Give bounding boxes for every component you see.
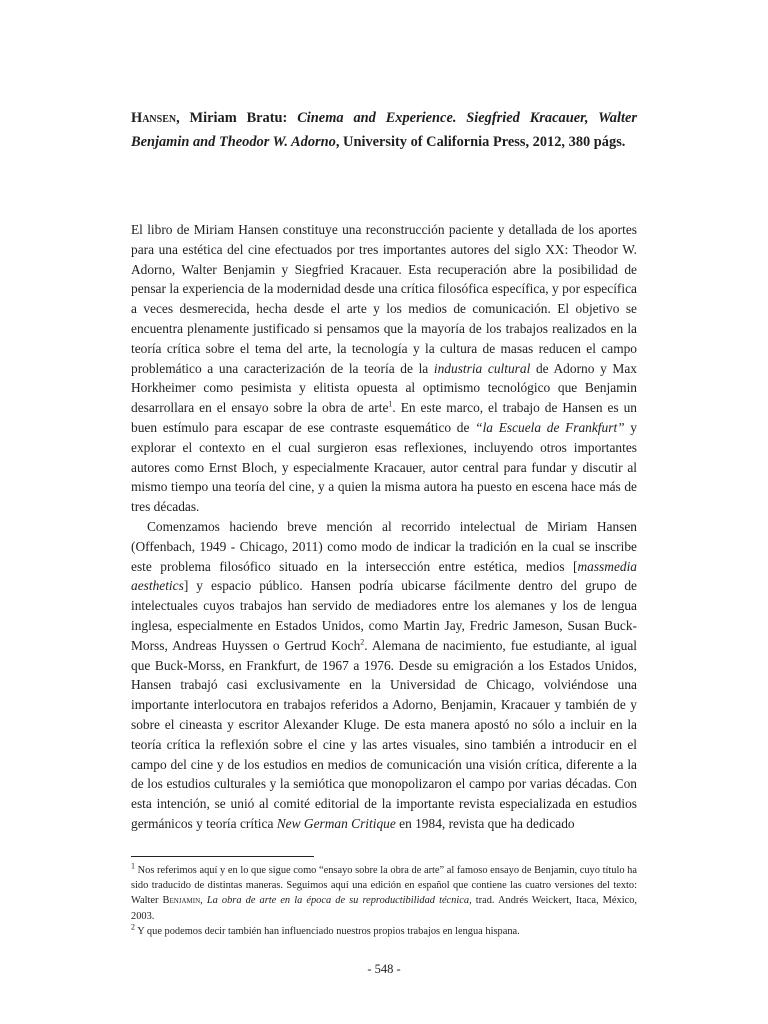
footnote-divider bbox=[131, 856, 314, 857]
paragraph-2-text-d: en 1984, revista que ha dedicado bbox=[395, 815, 575, 831]
paragraph-2 bbox=[131, 517, 637, 834]
review-body bbox=[131, 220, 637, 834]
book-title: Cinema and Experience. Siegfried Kracauer, Walter Benjamin and Theodor W. Adorno bbox=[131, 110, 637, 150]
paragraph-2-text-b: ] y espacio público. Hansen podría ubicarse fácilmente dentro del grupo de intelectuales cuyos trabajos han servido de mediadores entre los alemanes y los de lengua inglesa, especialmente en Estados Unidos, como Martin Jay, Fredric Jameson, Susan Buck-Morss, Andreas Huyssen o Gertrud Koch bbox=[131, 578, 637, 653]
footnote-1-title: La obra de arte en la época de su reproductibilidad técnica bbox=[206, 895, 470, 907]
review-header bbox=[131, 107, 637, 154]
author-given-names: , Miriam Bratu: bbox=[176, 110, 298, 126]
footnote-1 bbox=[131, 863, 637, 924]
page-number: - 548 - bbox=[367, 962, 401, 976]
footnote-2 bbox=[131, 924, 637, 939]
author-surname: Hansen bbox=[131, 110, 177, 126]
footnote-2-text: Y que podemos decir también han influenciado nuestros propios trabajos en lengua hispana. bbox=[135, 925, 520, 937]
paragraph-1-text-a: El libro de Miriam Hansen constituye una reconstrucción paciente y detallada de los aportes para una estética del cine efectuados por tres importantes autores del siglo XX: Theodor W. Adorno, Walter Benjamin y Siegfried Kracauer. Esta recuperación abre la posibilidad de pensar la experiencia de la modernidad desde una crítica filosófica específica, y por específica a veces desmerecida, hecha desde el arte y los medios de comunicación. El objetivo se encuentra plenamente justificado si pensamos que la mayoría de los trabajos realizados en la teoría crítica sobre el tema del arte, la tecnología y la cultura de masas reducen el campo problemático a una caracterización de la teoría de la bbox=[131, 222, 637, 376]
paragraph-1-text-c: . En este marco, el trabajo de Hansen es un buen estímulo para escapar de ese contraste esquemático de bbox=[131, 400, 637, 435]
footnote-ref-1[interactable]: 1 bbox=[388, 399, 393, 409]
footnote-1-text-a: Nos referimos aquí y en lo que sigue como “ensayo sobre la obra de arte” al famoso ensayo de Benjamin, cuyo título ha sido traducido de distintas maneras. Seguimos aquí una edición en español que contiene las cuatro versiones del texto: Walter bbox=[131, 865, 637, 907]
paragraph-1-text-b: de Adorno y Max Horkheimer como pesimista y elitista opuesta al optimismo tecnológico que Benjamin desarrollara en el ensayo sobre la obra de arte bbox=[131, 360, 637, 416]
paragraph-1-text-d: y explorar el contexto en el cual surgieron esas reflexiones, incluyendo otros importantes autores como Ernst Bloch, y especialmente Kracauer, autor central para fundar y discutir al mismo tiempo una teoría del cine, y a quien la misma autora ha puesto en escena hace más de tres décadas. bbox=[131, 419, 637, 515]
paragraph-2-text-a: Comenzamos haciendo breve mención al recorrido intelectual de Miriam Hansen (Offenbach, 1949 - Chicago, 2011) como modo de indicar la tradición en la cual se inscribe este problema filosófico situado en la intersección entre estética, medios [ bbox=[131, 518, 637, 574]
paragraph-1 bbox=[131, 220, 637, 517]
footnotes bbox=[131, 863, 637, 939]
footnote-1-text-b: , bbox=[200, 895, 207, 907]
paragraph-1-emphasis-a: industria cultural bbox=[433, 360, 531, 376]
footnote-ref-2[interactable]: 2 bbox=[360, 637, 365, 647]
paragraph-2-emphasis-a: massmedia aesthetics bbox=[131, 558, 637, 594]
paragraph-2-emphasis-b: New German Critique bbox=[276, 815, 396, 831]
footnote-1-author: Benjamin bbox=[162, 895, 201, 907]
footnote-1-number: 1 bbox=[131, 861, 135, 871]
footnote-2-number: 2 bbox=[131, 922, 135, 932]
paragraph-2-text-c: . Alemana de nacimiento, fue estudiante, al igual que Buck-Morss, en Frankfurt, de 1967 a 1976. Desde su emigración a los Estados Unidos, Hansen trabajó casi exclusivamente en la Universidad de Chicago, volviéndose una importante interlocutora en trabajos referidos a Adorno, Benjamin, Kracauer y también de y sobre el cineasta y escritor Alexander Kluge. De esta manera apostó no sólo a incluir en la teoría crítica la reflexión sobre el cine y las artes visuales, sino también a introducir en el campo del cine y de los estudios en medios de comunicación una visión crítica, diferente a la de los estudios culturales y la semiótica que monopolizaron el campo por varias décadas. Con esta intención, se unió al comité editorial de la importante revista especializada en estudios germánicos y teoría crítica bbox=[131, 637, 637, 831]
footnote-1-text-c: , trad. Andrés Weickert, Itaca, México, 2003. bbox=[131, 895, 638, 922]
publication-info: , University of California Press, 2012, 380 págs. bbox=[335, 133, 626, 150]
paragraph-1-emphasis-b: “la Escuela de Frankfurt” bbox=[475, 419, 625, 435]
